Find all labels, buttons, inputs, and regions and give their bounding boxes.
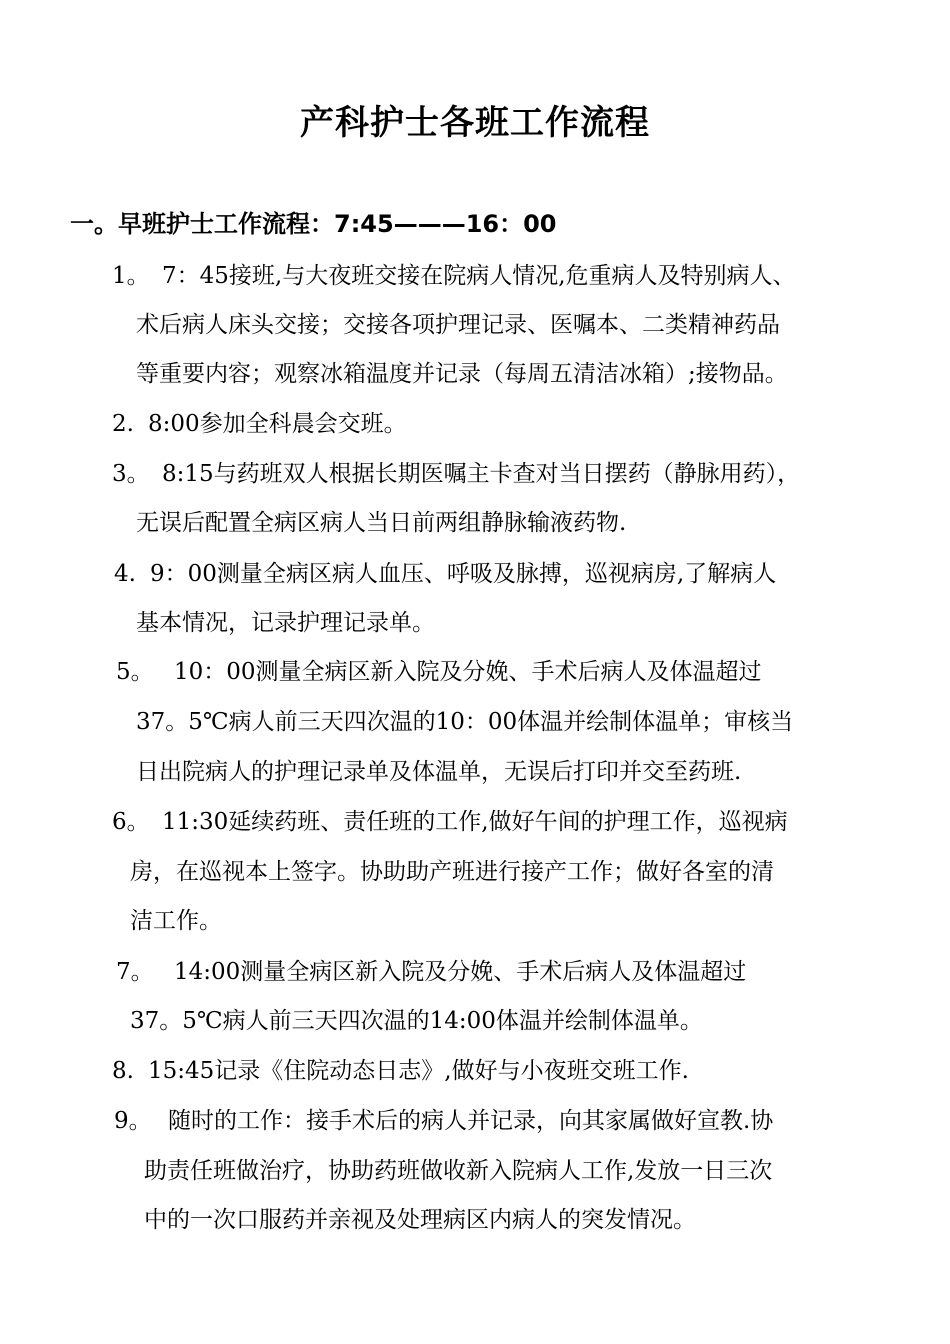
item-line: 37。5℃病人前三天四次温的10：00体温并绘制体温单；审核当 [136,709,794,735]
item-number: 1。 [112,263,150,289]
item-number: 4. [114,561,136,587]
item-line: 等重要内容；观察冰箱温度并记录（每周五清洁冰箱）;接物品。 [136,361,788,387]
item-line: 基本情况，记录护理记录单。 [136,610,435,636]
item-line: 14:00测量全病区新入院及分娩、手术后病人及体温超过 [174,959,747,985]
item-line: 中的一次口服药并亲视及处理病区内病人的突发情况。 [144,1207,696,1233]
section-heading: 一。早班护士工作流程：7:45———16：00 [70,210,557,238]
item-line: 37。5℃病人前三天四次温的14:00体温并绘制体温单。 [130,1008,703,1034]
item-line: 10：00测量全病区新入院及分娩、手术后病人及体温超过 [174,659,762,685]
item-number: 6。 [112,809,150,835]
item-number: 2. [112,411,134,437]
item-line: 7：45接班,与大夜班交接在院病人情况,危重病人及特别病人、 [162,263,796,289]
item-line: 房，在巡视本上签字。协助助产班进行接产工作；做好各室的清 [130,859,774,885]
item-line: 8:15与药班双人根据长期医嘱主卡查对当日摆药（静脉用药）， [162,461,801,487]
item-line: 9：00测量全病区病人血压、呼吸及脉搏，巡视病房,了解病人 [150,561,777,587]
item-line: 无误后配置全病区病人当日前两组静脉输液药物. [136,510,627,536]
item-line: 随时的工作：接手术后的病人并记录，向其家属做好宣教.协 [168,1108,774,1134]
item-number: 5。 [116,659,154,685]
item-line: 洁工作。 [130,908,222,934]
item-number: 7。 [116,959,154,985]
item-line: 日出院病人的护理记录单及体温单，无误后打印并交至药班. [136,759,742,785]
item-line: 助责任班做治疗，协助药班做收新入院病人工作,发放一日三次 [144,1158,773,1184]
item-number: 9。 [114,1108,152,1134]
item-line: 术后病人床头交接；交接各项护理记录、医嘱本、二类精神药品 [136,312,780,338]
item-line: 15:45记录《住院动态日志》,做好与小夜班交班工作. [148,1058,689,1084]
item-number: 8. [112,1058,134,1084]
document-title: 产科护士各班工作流程 [300,103,650,143]
item-line: 11:30延续药班、责任班的工作,做好午间的护理工作，巡视病 [162,809,788,835]
item-number: 3。 [112,461,150,487]
item-line: 8:00参加全科晨会交班。 [148,411,407,437]
